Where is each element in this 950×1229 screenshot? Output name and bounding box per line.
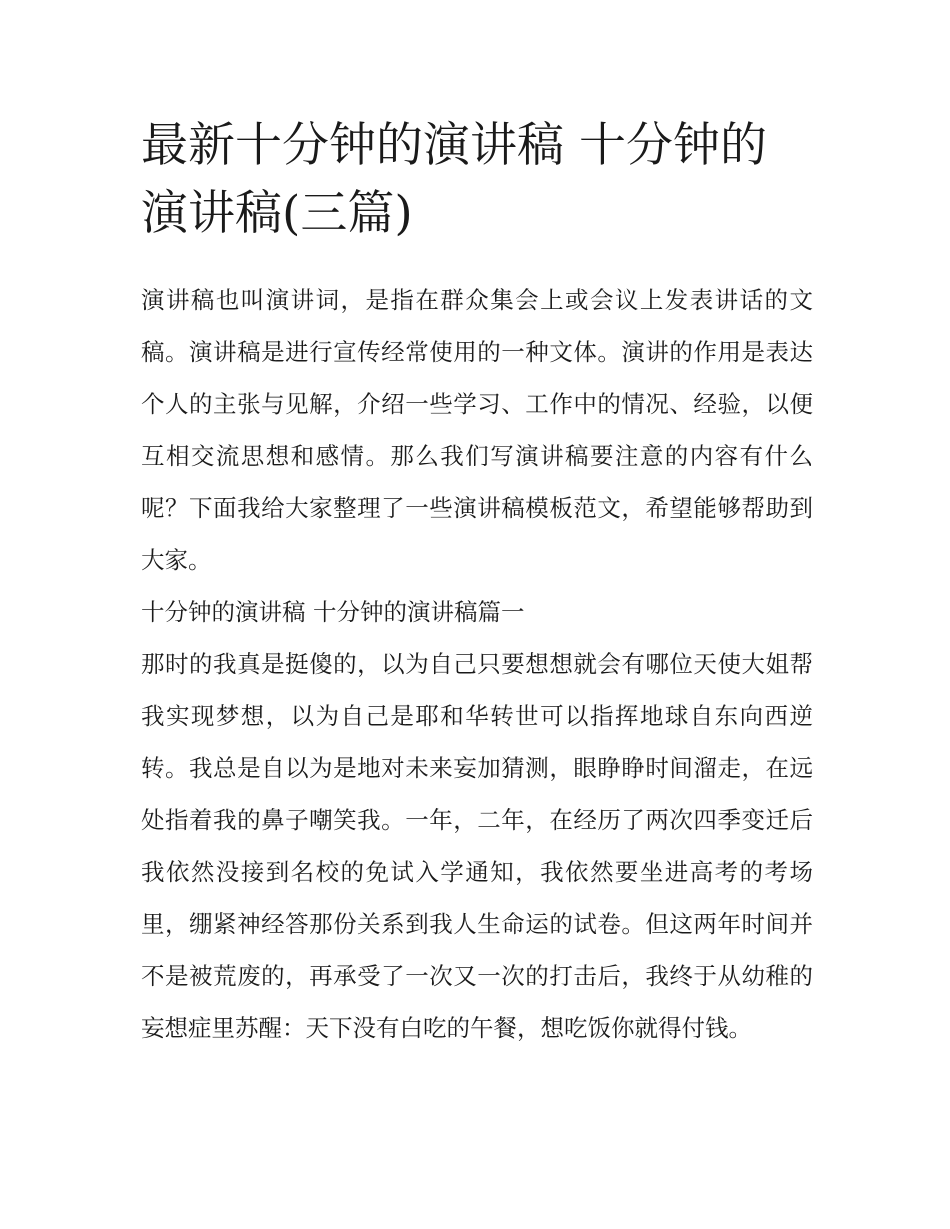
section-heading: 十分钟的演讲稿 十分钟的演讲稿篇一 xyxy=(141,598,525,626)
body-paragraph: 那时的我真是挺傻的，以为自己只要想想就会有哪位天使大姐帮我实现梦想，以为自己是耶和华转世可以指挥地球自东向西逆转。我总是自以为是地对未来妄加猜测，眼睁睁时间溜走，在远处指着我的鼻子嘲笑我。一年，二年，在经历了两次四季变迁后我依然没接到名校的免试入学通知，我依然要坐进高考的考场里，绷紧神经答那份关系到我人生命运的试卷。但这两年时间并不是被荒废的，再承受了一次又一次的打击后，我终于从幼稚的妄想症里苏醒：天下没有白吃的午餐，想吃饭你就得付钱。 xyxy=(141,650,813,1042)
document-title: 最新十分钟的演讲稿 十分钟的演讲稿(三篇) xyxy=(141,118,767,241)
intro-paragraph: 演讲稿也叫演讲词，是指在群众集会上或会议上发表讲话的文稿。演讲稿是进行宣传经常使用的一种文体。演讲的作用是表达个人的主张与见解，介绍一些学习、工作中的情况、经验，以便互相交流思想和感情。那么我们写演讲稿要注意的内容有什么呢？下面我给大家整理了一些演讲稿模板范文，希望能够帮助到大家。 xyxy=(141,286,813,574)
document-page xyxy=(141,112,813,1054)
